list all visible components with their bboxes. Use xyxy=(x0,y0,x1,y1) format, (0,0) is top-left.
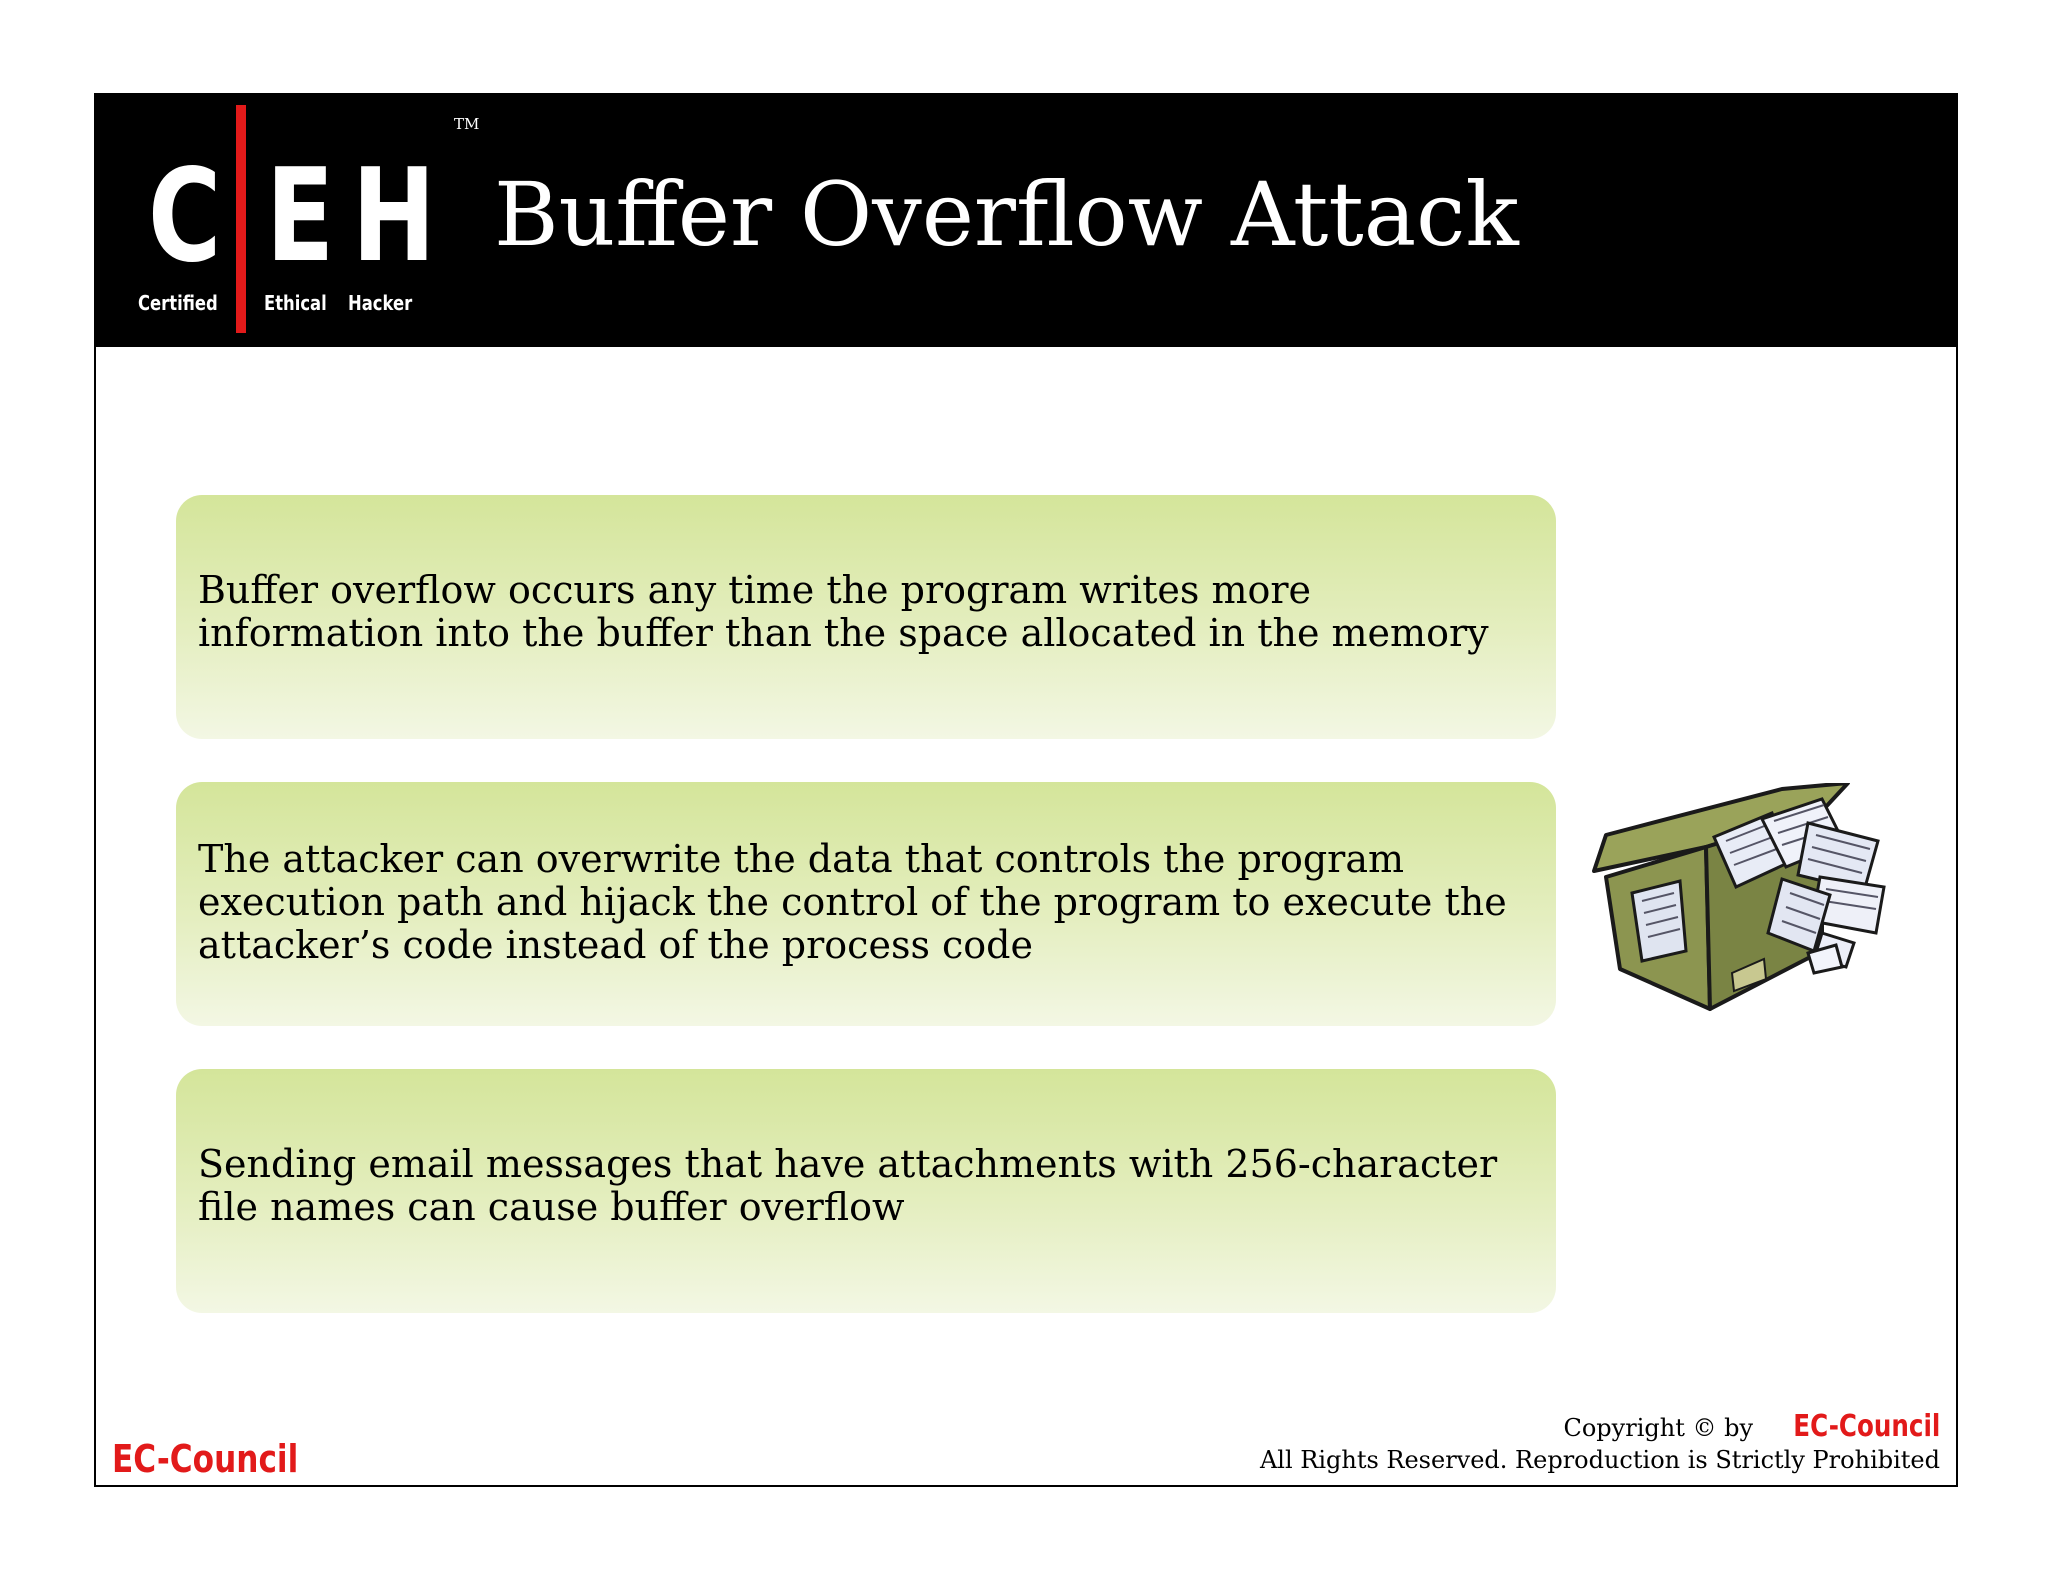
logo-letter-c: C xyxy=(148,142,222,291)
point-text-1: Buffer overflow occurs any time the program writes more information into the buffer than the space allocated in the memory xyxy=(198,568,1489,655)
ceh-logo xyxy=(138,105,480,335)
logo-letter-e: E xyxy=(266,142,335,291)
copyright-prefix: Copyright © by xyxy=(1563,1414,1754,1442)
page-title: Buffer Overflow Attack xyxy=(494,163,1519,266)
slide xyxy=(94,93,1958,1487)
point-box-3 xyxy=(176,1069,1556,1313)
logo-trademark: TM xyxy=(454,115,480,133)
logo-sub-certified: Certified xyxy=(138,291,218,315)
point-box-1 xyxy=(176,495,1556,739)
footer-brand-left: EC-Council xyxy=(112,1437,299,1481)
footer-copyright xyxy=(1260,1411,1940,1476)
logo-letter-h: H xyxy=(352,142,436,291)
rights-line: All Rights Reserved. Reproduction is Strictly Prohibited xyxy=(1259,1446,1940,1474)
point-box-2 xyxy=(176,782,1556,1026)
point-text-3: Sending email messages that have attachments with 256-character file names can cause buffer overflow xyxy=(198,1142,1498,1229)
logo-red-bar xyxy=(236,105,246,333)
point-text-2: The attacker can overwrite the data that controls the program execution path and hijack the control of the program to execute the attacker’s code instead of the process code xyxy=(198,837,1507,967)
copyright-line xyxy=(1260,1411,1940,1444)
overflowing-file-box-icon xyxy=(1586,783,1916,1028)
logo-sub-hacker: Hacker xyxy=(348,291,413,315)
slide-header xyxy=(96,95,1956,347)
copyright-brand: EC-Council xyxy=(1792,1409,1940,1444)
logo-sub-ethical: Ethical xyxy=(264,291,327,315)
